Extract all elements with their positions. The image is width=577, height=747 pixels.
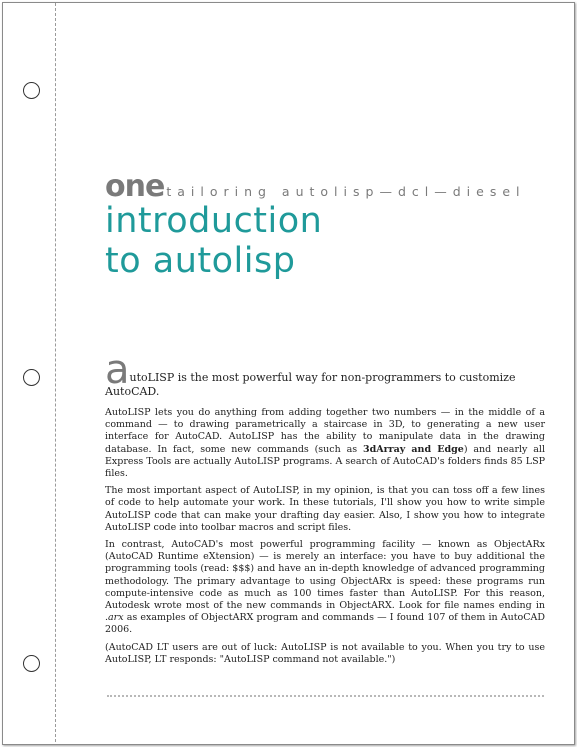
paragraph-3-text-b: as examples of ObjectARX program and commands — I found 107 of them in AutoCAD 2006. <box>105 612 545 636</box>
command-3darray: 3dArray <box>362 443 406 455</box>
paragraph-1 <box>105 407 545 480</box>
chapter-title-line-2: to autolisp <box>105 241 296 281</box>
chapter-title <box>105 201 322 281</box>
drop-cap: a <box>105 347 130 393</box>
binder-hole-top <box>23 82 40 99</box>
chapter-heading <box>105 169 526 204</box>
paragraph-2: The most important aspect of AutoLISP, in my opinion, is that you can toss off a few lines of code to help automate your work. In these tutorials, I'll show you how to write simple AutoLISP code that can make your drafting day easier. Also, I show you how to integrate AutoLISP code into toolbar macros and script files. <box>105 485 545 533</box>
paragraph-4: (AutoCAD LT users are out of luck: AutoLISP is not available to you. When you try to use AutoLISP, LT responds: "AutoLISP command not available.") <box>105 641 545 665</box>
paragraph-1-text-b: ) and nearly all Express Tools are actually AutoLISP programs. A search of AutoCAD's folders finds 85 LSP files. <box>105 443 545 480</box>
chapter-title-line-1: introduction <box>105 201 323 241</box>
chapter-subtitle: tailoring autolisp—dcl—diesel <box>166 184 526 199</box>
body-text <box>105 407 545 671</box>
lead-paragraph <box>105 347 545 398</box>
document-page <box>2 2 575 745</box>
paragraph-3-text-a: In contrast, AutoCAD's most powerful programming facility — known as ObjectARx (AutoCAD Runtime eXtension) — is merely an interface: you have to buy additional the programming tools (read: $$$) and have an in-depth knowledge of advanced programming methodology. The primary advantage to using ObjectARx is speed: these programs run compute-intensive code as much as 100 times faster than AutoLISP. For this reason, Autodesk wrote most of the new commands in ObjectARX. Look for file names ending in <box>105 539 545 612</box>
binding-margin-line <box>55 3 56 742</box>
paragraph-3 <box>105 539 545 637</box>
binder-hole-middle <box>23 369 40 386</box>
paragraph-1-and: and <box>405 443 438 455</box>
arx-extension: .arx <box>105 612 124 624</box>
paragraph-1-text-a: AutoLISP lets you do anything from adding together two numbers — in the middle of a command — to drawing parametrically a staircase in 3D, to generating a new user interface for AutoCAD. AutoLISP has the ability to manipulate data in the drawing database. In fact, some new commands (such as <box>105 407 545 455</box>
binder-hole-bottom <box>23 655 40 672</box>
command-edge: Edge <box>437 443 464 455</box>
lead-text: utoLISP is the most powerful way for non-programmers to customize AutoCAD. <box>105 371 516 398</box>
chapter-number: one <box>105 169 165 204</box>
footer-dotted-rule <box>107 695 544 697</box>
